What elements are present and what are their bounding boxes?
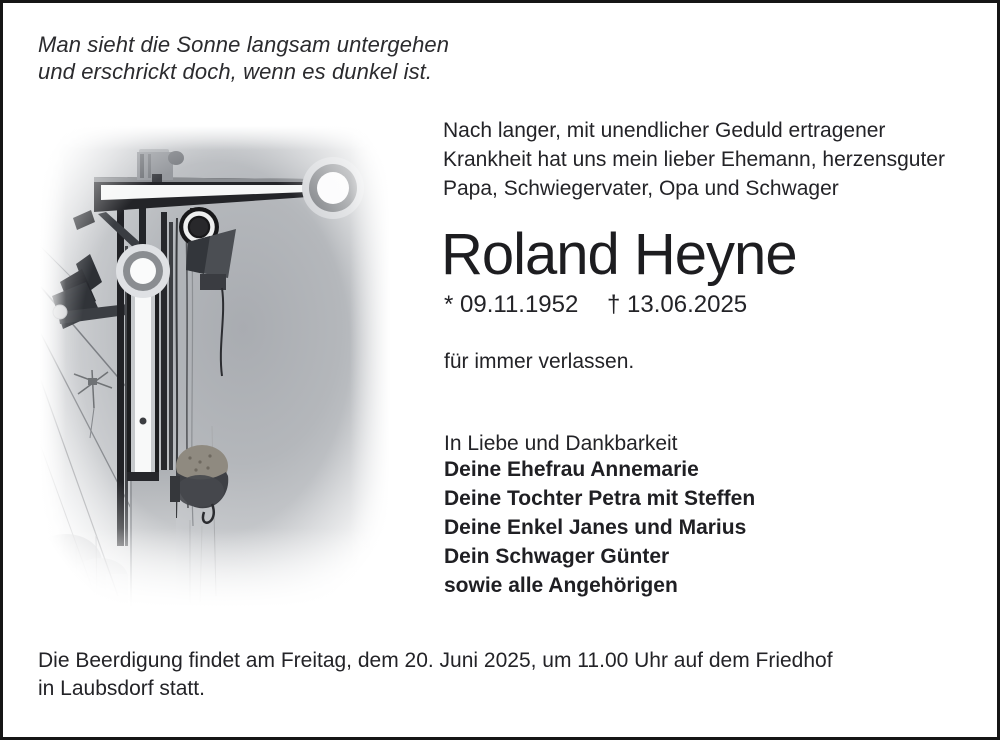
mourners-heading: In Liebe und Dankbarkeit xyxy=(444,432,678,455)
intro-line: Nach langer, mit unendlicher Geduld ertragener xyxy=(443,119,886,142)
epigraph-line: und erschrickt doch, wenn es dunkel ist. xyxy=(38,59,433,84)
funeral-line: Die Beerdigung findet am Freitag, dem 20. Juni 2025, um 11.00 Uhr auf dem Friedhof xyxy=(38,649,833,672)
memorial-photo xyxy=(40,126,390,608)
semaphore-signal-illustration xyxy=(40,126,390,608)
closing-line: für immer verlassen. xyxy=(444,350,635,373)
mourner-line: Deine Tochter Petra mit Steffen xyxy=(444,487,756,510)
mourners-list xyxy=(444,455,755,600)
mourner-line: Dein Schwager Günter xyxy=(444,545,670,568)
deceased-name: Roland Heyne xyxy=(441,222,797,287)
mourner-line: Deine Enkel Janes und Marius xyxy=(444,516,747,539)
epigraph-line: Man sieht die Sonne langsam untergehen xyxy=(38,32,450,57)
funeral-details xyxy=(38,647,833,703)
intro-line: Papa, Schwiegervater, Opa und Schwager xyxy=(443,177,839,200)
life-dates xyxy=(444,290,747,320)
epigraph-quote xyxy=(38,31,449,85)
mourner-line: sowie alle Angehörigen xyxy=(444,574,678,597)
intro-line: Krankheit hat uns mein lieber Ehemann, herzensguter xyxy=(443,148,945,171)
birth-date: * 09.11.1952 xyxy=(444,291,579,318)
announcement-intro xyxy=(443,116,945,203)
death-date: † 13.06.2025 xyxy=(607,291,748,318)
mourner-line: Deine Ehefrau Annemarie xyxy=(444,458,699,481)
funeral-line: in Laubsdorf statt. xyxy=(38,677,205,700)
